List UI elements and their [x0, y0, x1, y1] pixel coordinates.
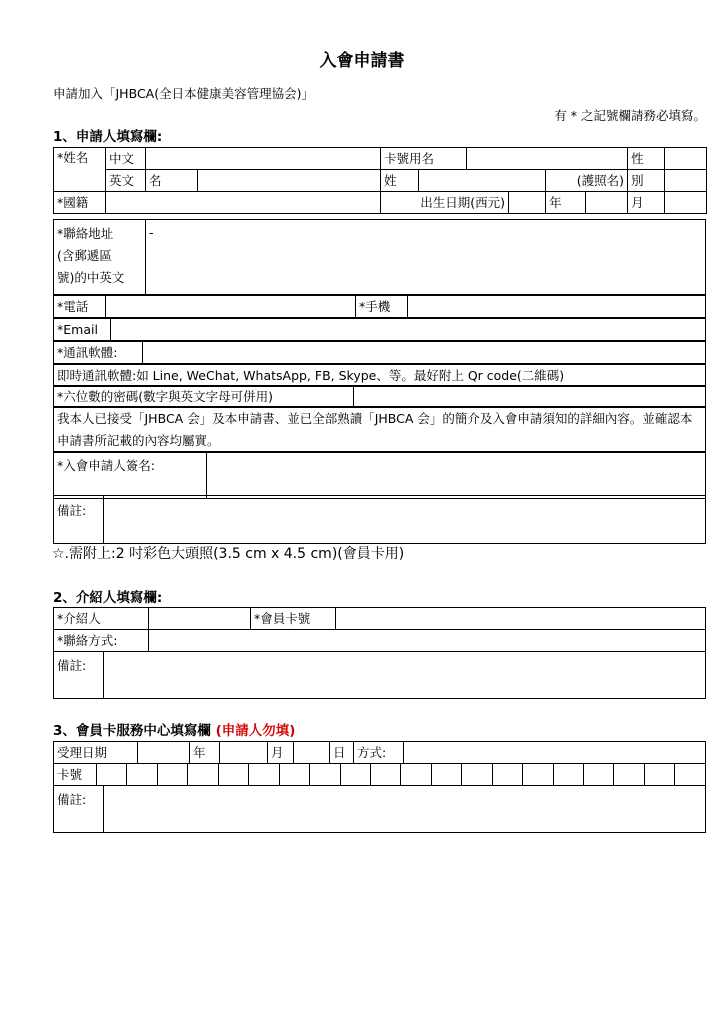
introducer-label: *介紹人 [54, 608, 149, 630]
card-digit-4[interactable] [188, 764, 218, 786]
remarks2-label: 備註: [54, 652, 104, 699]
received-year-field[interactable] [138, 742, 190, 764]
section3-heading-note: (申請人勿填) [215, 723, 296, 739]
messaging-note-table [53, 364, 706, 387]
email-label: *Email [54, 319, 111, 341]
remarks1-field[interactable] [104, 496, 706, 544]
contact-label: *聯絡方式: [54, 630, 149, 652]
remarks2-field[interactable] [104, 652, 706, 699]
chinese-label: 中文 [106, 148, 146, 170]
required-note: 有 * 之記號欄請務必填寫。 [554, 108, 706, 123]
introducer-table [53, 607, 706, 652]
received-month-label: 月 [268, 742, 294, 764]
member-card-field[interactable] [336, 608, 706, 630]
card-digit-20[interactable] [675, 764, 706, 786]
email-table [53, 318, 706, 341]
address-label-line2: (含郵遞區 [57, 248, 112, 263]
signature-table [53, 451, 706, 499]
section3-heading [53, 719, 295, 739]
birth-day-field[interactable] [665, 192, 707, 214]
english-label: 英文 [106, 170, 146, 192]
card-digit-19[interactable] [644, 764, 674, 786]
card-digit-7[interactable] [279, 764, 309, 786]
birth-year-field[interactable] [509, 192, 546, 214]
male-checkbox[interactable] [665, 170, 707, 192]
mobile-field[interactable] [408, 296, 706, 318]
password-field[interactable] [354, 386, 706, 408]
month-label: 月 [628, 192, 665, 214]
photo-note: ☆.需附上:2 吋彩色大頭照(3.5 cm x 4.5 cm)(會員卡用) [52, 546, 405, 562]
surname-label: 姓 [381, 170, 419, 192]
card-digit-10[interactable] [370, 764, 400, 786]
surname-field[interactable] [419, 170, 546, 192]
declaration-text: 我本人已接受「JHBCA 会」及本申請書、並已全部熟讀「JHBCA 会」的簡介及入會申請須知的詳細內容。並確認本申請書所記載的內容均屬實。 [54, 407, 706, 453]
messaging-note: 即時通訊軟體:如 Line, WeChat, WhatsApp, FB, Skype、等。最好附上 Qr code(二維碼) [54, 365, 706, 387]
card-digit-15[interactable] [523, 764, 553, 786]
chinese-name-field[interactable] [146, 148, 381, 170]
card-digit-16[interactable] [553, 764, 583, 786]
mobile-label: *手機 [356, 296, 408, 318]
applicant-table [53, 147, 707, 214]
address-label-line1: *聯絡地址 [57, 226, 114, 241]
gender-label-1: 性 [628, 148, 665, 170]
received-month-field[interactable] [220, 742, 268, 764]
received-date-label: 受理日期 [54, 742, 138, 764]
section3-heading-text: 3、會員卡服務中心填寫欄 [53, 723, 211, 739]
messaging-label: *通訊軟體: [54, 342, 143, 364]
email-field[interactable] [111, 319, 706, 341]
card-digit-5[interactable] [218, 764, 248, 786]
card-name-label: 卡號用名 [381, 148, 467, 170]
remarks1-table [53, 495, 706, 544]
card-digit-13[interactable] [462, 764, 492, 786]
remarks3-field[interactable] [104, 786, 706, 833]
name-label: *姓名 [54, 148, 106, 192]
contact-field[interactable] [149, 630, 706, 652]
page-title: 入會申請書 [319, 51, 405, 71]
password-table [53, 385, 706, 408]
card-digit-2[interactable] [127, 764, 157, 786]
address-label [54, 220, 146, 295]
card-digit-8[interactable] [310, 764, 340, 786]
phone-label: *電話 [54, 296, 106, 318]
received-day-label: 日 [330, 742, 354, 764]
received-day-field[interactable] [294, 742, 330, 764]
card-name-field[interactable] [467, 148, 628, 170]
year-label: 年 [546, 192, 586, 214]
remarks1-label: 備註: [54, 496, 104, 544]
remarks2-table [53, 651, 706, 699]
address-dash: - [149, 225, 154, 240]
card-number-table [53, 763, 706, 786]
introducer-field[interactable] [149, 608, 251, 630]
card-digit-9[interactable] [340, 764, 370, 786]
nationality-label: *國籍 [54, 192, 106, 214]
given-name-label: 名 [146, 170, 198, 192]
received-year-label: 年 [190, 742, 220, 764]
messaging-field[interactable] [143, 342, 706, 364]
phone-table [53, 295, 706, 318]
card-digit-17[interactable] [584, 764, 614, 786]
messaging-table [53, 341, 706, 364]
card-digit-3[interactable] [157, 764, 187, 786]
signature-field[interactable] [207, 452, 706, 499]
phone-field[interactable] [106, 296, 356, 318]
given-name-field[interactable] [198, 170, 381, 192]
remarks3-table [53, 785, 706, 833]
female-checkbox[interactable] [665, 148, 707, 170]
passport-name-label: (護照名) [546, 170, 628, 192]
member-card-label: *會員卡號 [251, 608, 336, 630]
section2-heading: 2、介紹人填寫欄: [53, 590, 163, 606]
address-table [53, 219, 706, 295]
service-date-table [53, 741, 706, 764]
card-digit-14[interactable] [492, 764, 522, 786]
card-number-label: 卡號 [54, 764, 97, 786]
birth-month-field[interactable] [586, 192, 628, 214]
card-digit-12[interactable] [431, 764, 461, 786]
method-label: 方式: [354, 742, 404, 764]
method-field[interactable] [404, 742, 706, 764]
remarks3-label: 備註: [54, 786, 104, 833]
card-digit-6[interactable] [249, 764, 279, 786]
card-digit-18[interactable] [614, 764, 644, 786]
nationality-field[interactable] [106, 192, 381, 214]
birth-date-label: 出生日期(西元) [381, 192, 509, 214]
signature-label: *入會申請人簽名: [54, 452, 207, 499]
gender-label-2: 別 [628, 170, 665, 192]
password-label: *六位數的密碼(數字與英文字母可併用) [54, 386, 354, 408]
address-label-line3: 號)的中英文 [57, 270, 125, 285]
declaration-table [53, 406, 706, 453]
intro-text: 申請加入「JHBCA(全日本健康美容管理協会)」 [53, 86, 314, 101]
section1-heading: 1、申請人填寫欄: [53, 129, 163, 145]
card-digit-1[interactable] [97, 764, 127, 786]
card-digit-11[interactable] [401, 764, 431, 786]
address-field[interactable] [146, 220, 706, 295]
